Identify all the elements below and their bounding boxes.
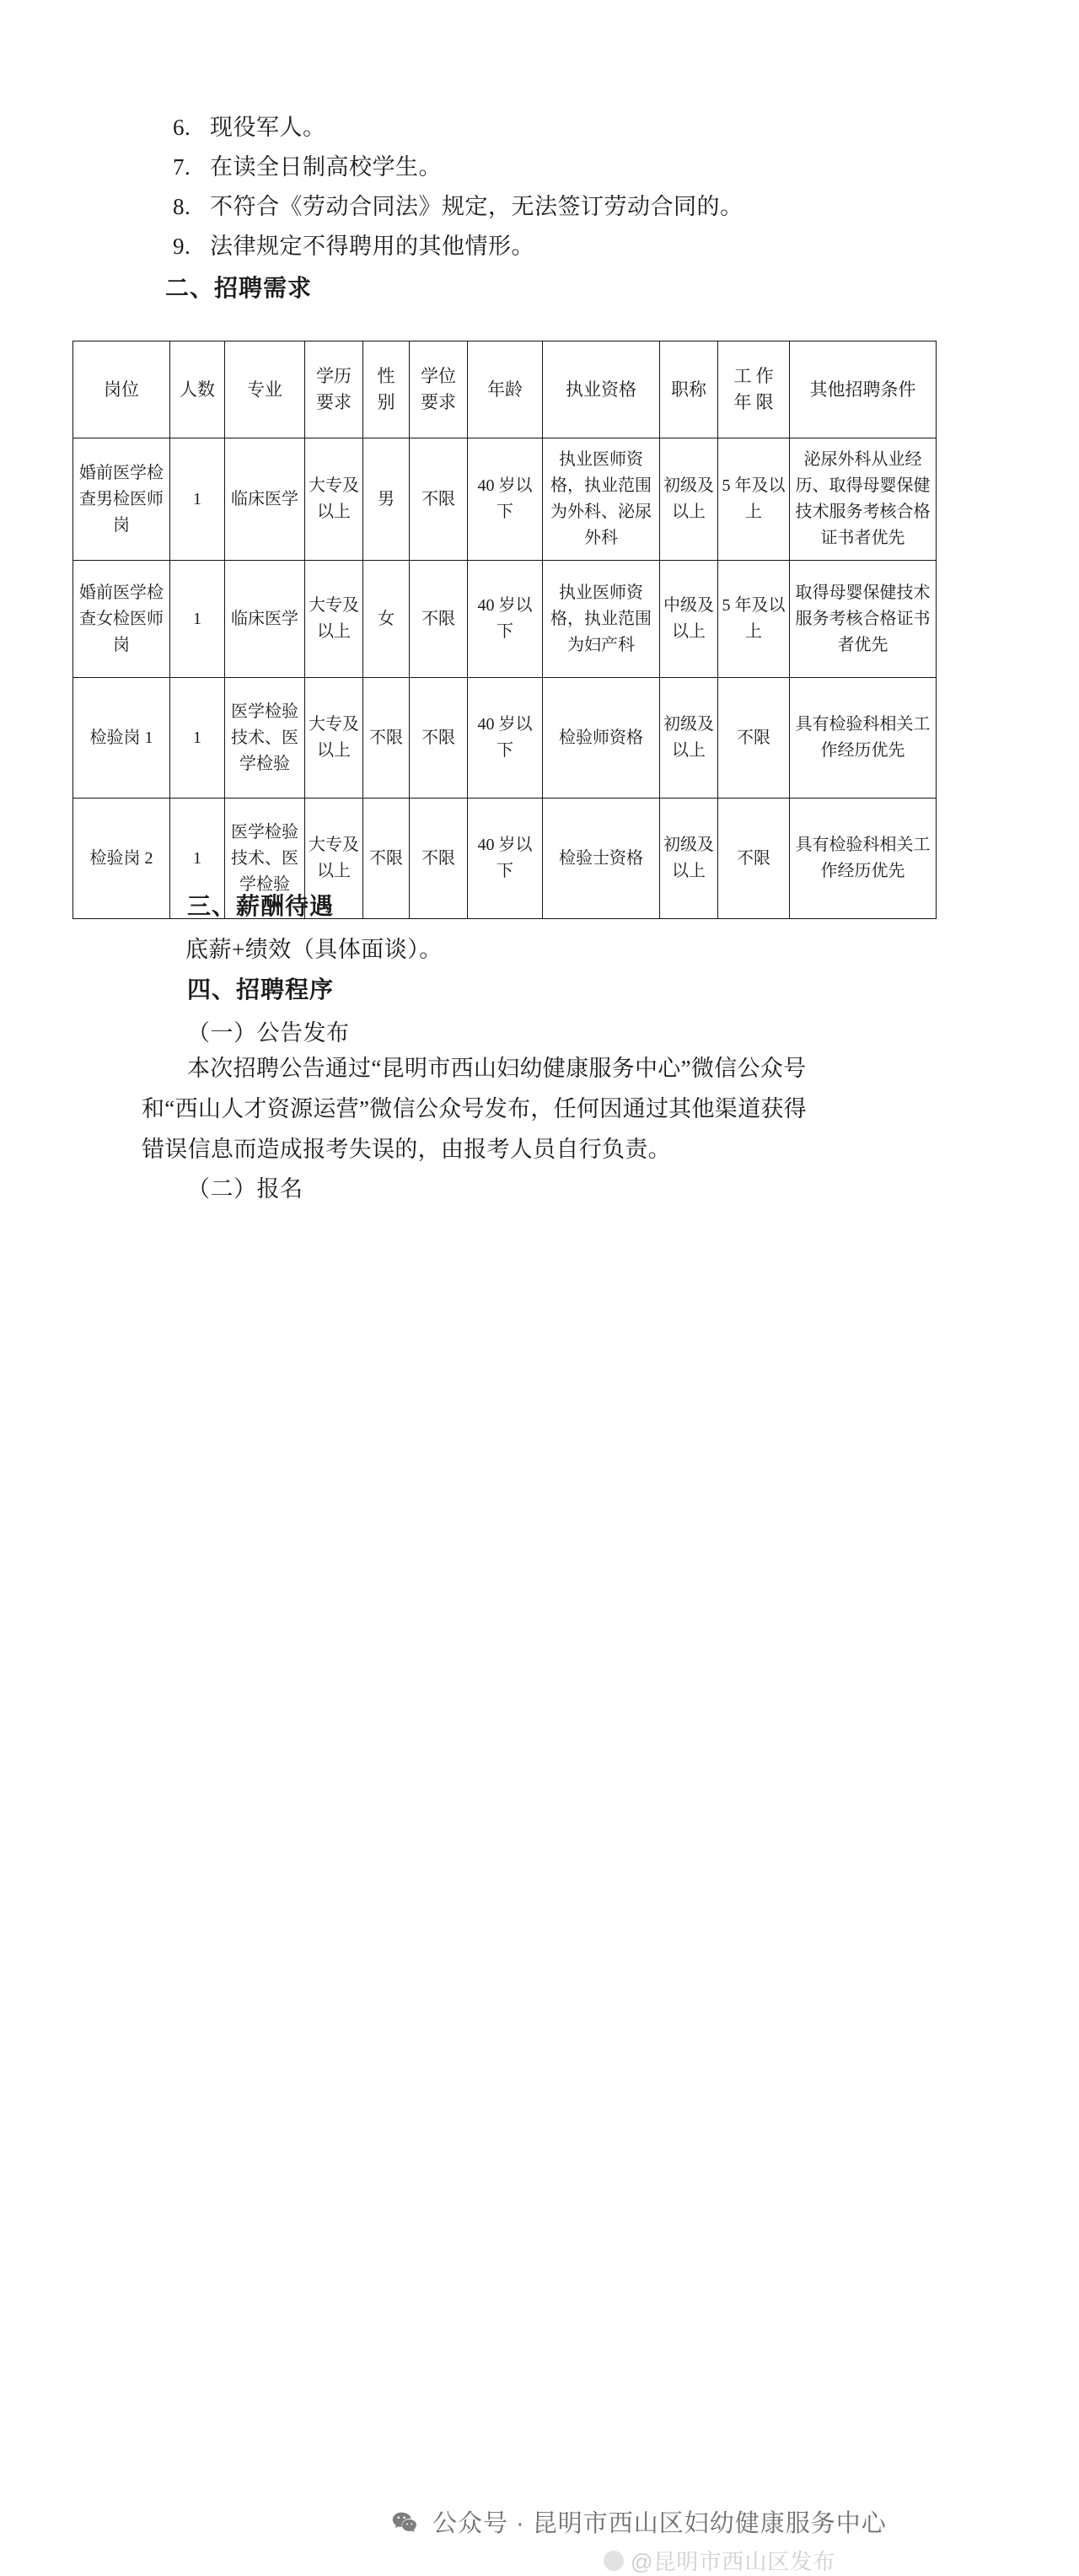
- header-years: 工 作 年 限: [718, 341, 790, 438]
- header-post: 岗位: [73, 341, 170, 438]
- list-item: [173, 227, 931, 266]
- list-item-text: 法律规定不得聘用的其他情形。: [210, 234, 534, 259]
- cell-post: 婚前医学检查女检医师岗: [73, 561, 170, 678]
- announcement-paragraph-text: 本次招聘公告通过“昆明市西山妇幼健康服务中心”微信公众号和“西山人才资源运营”微信公众号发布，任何因通过其他渠道获得错误信息而造成报考失误的，由报考人员自行负责。: [142, 1056, 807, 1162]
- cell-post: 检验岗 1: [73, 678, 170, 799]
- cell-number: 1: [170, 678, 225, 799]
- cell-number: 1: [170, 561, 225, 678]
- cell-major: 临床医学: [225, 438, 305, 561]
- header-education: 学历 要求: [305, 341, 363, 438]
- section-heading-recruit-need: 二、招聘需求: [165, 275, 313, 301]
- cell-title: 中级及以上: [660, 561, 718, 678]
- cell-years: 不限: [718, 799, 790, 919]
- cell-number: 1: [170, 438, 225, 561]
- list-item-text: 不符合《劳动合同法》规定，无法签订劳动合同的。: [210, 194, 743, 219]
- weibo-logo-icon: [604, 2551, 624, 2571]
- cell-number: 1: [170, 799, 225, 919]
- cell-title: 初级及以上: [660, 799, 718, 919]
- table-row: [73, 438, 937, 561]
- cell-other: 泌尿外科从业经历、取得母婴保健技术服务考核合格证书者优先: [790, 438, 937, 561]
- cell-sex: 不限: [363, 799, 410, 919]
- cell-sex: 男: [363, 438, 410, 561]
- header-sex: 性 别: [363, 341, 410, 438]
- cell-age: 40 岁以下: [468, 438, 543, 561]
- cell-education: 大专及以上: [305, 438, 363, 561]
- cell-years: 5 年及以上: [718, 438, 790, 561]
- cell-other: 具有检验科相关工作经历优先: [790, 799, 937, 919]
- header-major: 专业: [225, 341, 305, 438]
- watermark-bottom: [604, 2545, 835, 2576]
- exclusion-list: [173, 108, 931, 266]
- cell-sex: 女: [363, 561, 410, 678]
- recruit-requirements-table: [72, 341, 937, 919]
- cell-major: 医学检验技术、医学检验: [225, 678, 305, 799]
- list-item: [173, 108, 931, 148]
- cell-degree: 不限: [410, 799, 468, 919]
- cell-age: 40 岁以下: [468, 678, 543, 799]
- list-item-number: 7.: [173, 154, 191, 180]
- header-title: 职称: [660, 341, 718, 438]
- list-item-text: 现役军人。: [210, 115, 326, 140]
- cell-major: 医学检验技术、医学检验: [225, 799, 305, 919]
- cell-degree: 不限: [410, 561, 468, 678]
- cell-license: 检验师资格: [543, 678, 660, 799]
- cell-license: 检验士资格: [543, 799, 660, 919]
- list-item: [173, 187, 931, 227]
- header-number: 人数: [170, 341, 225, 438]
- footer-bar: [0, 1240, 1079, 2574]
- cell-degree: 不限: [410, 438, 468, 561]
- section-heading-salary: 三、薪酬待遇: [187, 893, 335, 919]
- cell-education: 大专及以上: [305, 561, 363, 678]
- salary-text: 底薪+绩效（具体面谈）。: [185, 937, 443, 962]
- official-account-text: 公众号 · 昆明市西山区妇幼健康服务中心: [432, 2510, 887, 2537]
- sub-heading-registration: （二）报名: [187, 1176, 303, 1202]
- list-item-number: 6.: [173, 115, 191, 140]
- list-item-number: 9.: [173, 234, 191, 259]
- header-degree: 学位 要求: [410, 341, 468, 438]
- watermark-text: @昆明市西山区发布: [631, 2549, 836, 2574]
- sub-heading-announcement: （一）公告发布: [187, 1020, 350, 1046]
- cell-sex: 不限: [363, 678, 410, 799]
- official-account-row[interactable]: [390, 2504, 887, 2539]
- announcement-paragraph: [142, 1048, 816, 1170]
- cell-years: 5 年及以上: [718, 561, 790, 678]
- cell-age: 40 岁以下: [468, 799, 543, 919]
- header-license: 执业资格: [543, 341, 660, 438]
- wechat-icon: [390, 2508, 419, 2536]
- list-item: [173, 148, 931, 187]
- list-item-text: 在读全日制高校学生。: [210, 154, 442, 180]
- recruit-requirements-table-wrap: [72, 341, 931, 919]
- cell-license: 执业医师资格，执业范围为妇产科: [543, 561, 660, 678]
- cell-title: 初级及以上: [660, 438, 718, 561]
- section-heading-procedure: 四、招聘程序: [187, 976, 335, 1003]
- table-header-row: [73, 341, 937, 438]
- header-age: 年龄: [468, 341, 543, 438]
- table-row: [73, 561, 937, 678]
- cell-title: 初级及以上: [660, 678, 718, 799]
- cell-other: 具有检验科相关工作经历优先: [790, 678, 937, 799]
- cell-other: 取得母婴保健技术服务考核合格证书者优先: [790, 561, 937, 678]
- cell-license: 执业医师资格，执业范围为外科、泌尿外科: [543, 438, 660, 561]
- list-item-number: 8.: [173, 194, 191, 219]
- cell-years: 不限: [718, 678, 790, 799]
- cell-post: 婚前医学检查男检医师岗: [73, 438, 170, 561]
- cell-post: 检验岗 2: [73, 799, 170, 919]
- cell-major: 临床医学: [225, 561, 305, 678]
- cell-education: 大专及以上: [305, 678, 363, 799]
- table-row: [73, 678, 937, 799]
- cell-education: 大专及以上: [305, 799, 363, 919]
- cell-degree: 不限: [410, 678, 468, 799]
- cell-age: 40 岁以下: [468, 561, 543, 678]
- header-other: 其他招聘条件: [790, 341, 937, 438]
